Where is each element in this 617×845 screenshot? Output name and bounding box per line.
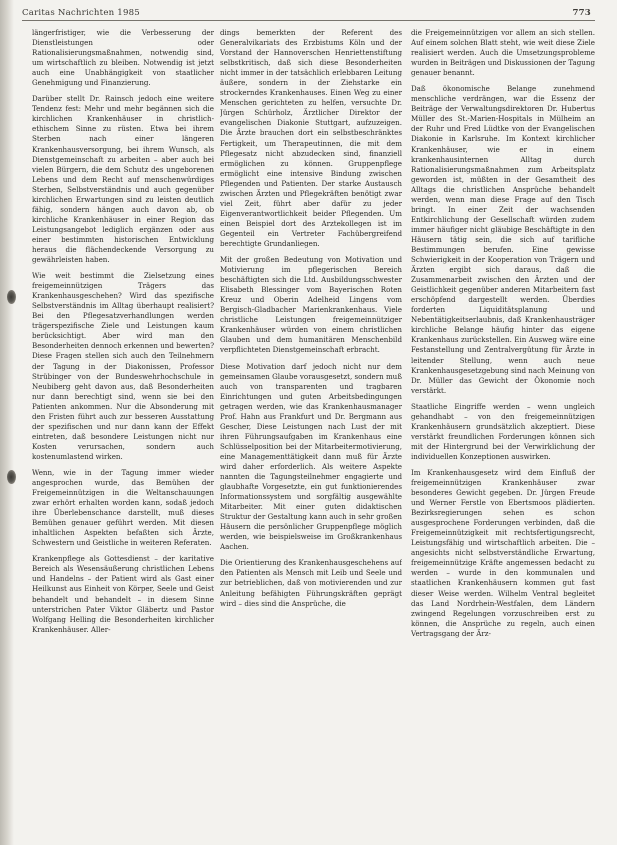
paragraph: Die Orientierung des Krankenhausgeschehens auf den Patienten als Mensch mit Leib und Seele und zur betrieblichen, daß von motivierenden und zur Anleitung befähigten Führungskräften geprägt wird – dies sind die Ansprüche, die <box>220 558 402 608</box>
paragraph: die Freigemeinnützigen vor allem an sich stellen. Auf einem solchen Blatt steht, wie weit diese Ziele realisiert werden. Auch die Umsetzungsprobleme wurden in Beiträgen und Diskussionen der Tagung genauer benannt. <box>411 28 595 78</box>
paragraph: Diese Motivation darf jedoch nicht nur dem gemeinsamen Glaube vorausgesetzt, sondern muß auch von transparenten und tragbaren Einrichtungen und guten Arbeitsbedingungen getragen werden, wie das Krankenhausmanager Prof. Hahn aus Frankfurt und Dr. Bergmann aus Gescher, Diese Leistungen nach Lust der mit ihren Führungsaufgaben im Krankenhaus eine Schlüsselposition bei der Mitarbeitermotivierung, eine Managementtätigkeit dann muß für Ärzte wird daher erforderlich. Als weitere Aspekte nannten die Tagungsteilnehmer engagierte und glaubhafte Vorgesetzte, ein gut funktionierendes Informationssystem und sorgfältig ausgewählte Mitarbeiter. Mit einer guten didaktischen Struktur der Gestaltung kann auch in sehr großen Häusern die persönlicher Gruppenpflege möglich werden, wie beispielsweise im Großkrankenhaus Aachen. <box>220 361 402 552</box>
paragraph: Wie weit bestimmt die Zielsetzung eines freigemeinnützigen Trägers das Krankenhausgeschehen? Wird das spezifische Selbstverständnis im Alltag überhaupt realisiert? Bei den Pflegesatzverhandlungen werden trägerspezifische Ziele und Leistungen kaum berücksichtigt. Aber wird man den Besonderheiten dennoch erkennen und bewerten? Diese Fragen stellen sich auch den Teilnehmern der Tagung in der Diakonissen, Professor Strübinger von der Bundeswehrhochschule in Neubiberg geht davon aus, daß Besonderheiten nur dann berechtigt sind, wenn sie bei den Patienten ankommen. Nur die Absonderung mit den Fristen führt auch zur besseren Ausstattung der spezifischen und nur dann kann der Effekt eintreten, daß besondere Leistungen nicht nur Kosten verursachen, sondern auch kostenumlastend wirken. <box>32 271 214 461</box>
text-column-2 <box>220 28 402 833</box>
punch-hole <box>7 290 16 304</box>
punch-hole <box>7 470 16 484</box>
header-rule <box>22 20 595 21</box>
paragraph: Daß ökonomische Belange zunehmend menschliche verdrängen, war die Essenz der Beiträge der Verwaltungsdirektoren Dr. Hubertus Müller des St.-Marien-Hospitals in Mülheim an der Ruhr und Fred Lüdtke von der Evangelischen Diakonie in Karlsruhe. Im Kontext kirchlicher Krankenhäuser, wie er in einem krankenhausinternen Alltag durch Rationalisierungsmaßnahmen zum Arbeitsplatz geworden ist, müßten in der Gesamtheit des Alltags die christlichen Ansprüche behandelt werden, wenn man diese Frage auf den Tisch bringt. In einer Zeit der wachsenden Entkirchlichung der Gesellschaft würden zudem immer häufiger nicht gläubige Beschäftigte in den Häusern tätig sein, die sich auf tarifliche Bestimmungen berufen. Eine gewisse Schwierigkeit in der Kooperation von Trägern und Ärzten ergibt sich daraus, daß die Zusammenarbeit zwischen den Ärzten und der Geistlichkeit gegenüber anderen Mitarbeitern fast erschöpfend dargestellt werden. Überdies forderten Liquiditätsplanung und Nebentätigkeitserlaubnis, daß Krankenhausträger kirchliche Belange häufig hinter das eigene Krankenhaus zurückstellen. Ein Ausweg wäre eine Festanstellung und Zentralvergütung für Ärzte in leitender Stellung, wenn auch neue Krankenhausgesetzgebung sind nach Meinung von Dr. Müller das Gewicht der Ökonomie noch verstärkt. <box>411 84 595 395</box>
paragraph: Darüber stellt Dr. Rainsch jedoch eine weitere Tendenz fest: Mehr und mehr begännen sich die kirchlichen Krankenhäuser in christlich-ethischem Sinne zu rüsten. Etwa bei ihrem Sterben nach einer längeren Krankenhausversorgung, bei ihrem Wunsch, als Dienstgemeinschaft zu arbeiten – aber auch bei vielen Bürgern, die dem Schutz des ungeborenen Lebens und dem Recht auf menschenwürdiges Sterben, Selbstverständnis und auch gegenüber kirchlichen Erwartungen sind zu leisten deutlich fähig, sondern hängen auch davon ab, ob kirchliche Krankenhäuser in einer Region das Leistungsangebot lediglich ergänzen oder aus einer bestimmten historischen Entwicklung heraus die flächendeckende Versorgung zu gewährleisten haben. <box>32 94 214 265</box>
binding-shadow <box>0 0 14 845</box>
running-title: Caritas Nachrichten 1985 <box>22 8 140 18</box>
paragraph: längerfristiger, wie die Verbesserung der Dienstleistungen oder Rationalisierungsmaßnahmen, notwendig sind, um wirtschaftlich zu bleiben. Notwendig ist jetzt auch eine Unabhängigkeit von staatlicher Genehmigung und Finanzierung. <box>32 28 214 88</box>
text-column-3 <box>411 28 595 833</box>
text-column-1 <box>32 28 214 833</box>
text-columns <box>22 28 595 833</box>
paragraph: Im Krankenhausgesetz wird dem Einfluß der freigemeinnützigen Krankenhäuser zwar besonderes Gewicht gegeben. Dr. Jürgen Freude und Werner Ferstle von Ebertsmoos plädierten. Bezirksregierungen sehen es schon ausgesprochene Forderungen verbinden, daß die Freigemeinnützigkeit mit rechtsfertigungsrecht, Leistungsfähig und wirtschaftlich arbeiten. Die – angesichts nicht selbstverständliche Erwartung, freigemeinnützige Kräfte angemessen bedacht zu werden – wurde in den kommunalen und staatlichen Krankenhäusern kommen gut fast dieser Weise werden. Wilhelm Ventral begleitet das Land Nordrhein-Westfalen, dem Ländern zwingend Regelungen vorzuschreiben erst zu können, die Ansprüche zu regeln, auch einen Vertragsgang der Ärz- <box>411 467 595 638</box>
paragraph: Mit der großen Bedeutung von Motivation und Motivierung im pflegerischen Bereich beschäftigten sich die Ltd. Ausbildungsschwester Elisabeth Blessinger vom Bayerischen Roten Kreuz und Oberin Adelheid Lingens vom Bergisch-Gladbacher Marienkrankenhaus. Viele christliche Leistungen freigemeinnütziger Krankenhäuser würden von einem christlichen Glauben und dem humanitären Menschenbild verpflichteten Dienstgemeinschaft erbracht. <box>220 255 402 355</box>
paragraph: Krankenpflege als Gottesdienst – der karitative Bereich als Wesensäußerung christlichen Lebens und Handelns – der Patient wird als Gast einer Heilkunst aus Einheit von Körper, Seele und Geist behandelt und behandelt – in diesem Sinne unterstrichen Pater Viktor Gläbertz und Pastor Wolfgang Helling die Besonderheiten kirchlicher Krankenhäuser. Aller- <box>32 554 214 634</box>
paragraph: dings bemerkten der Referent des Generalvikariats des Erzbistums Köln und der Vorstand der Hannoverschen Henriettenstiftung selbstkritisch, daß sich diese Besonderheiten nicht immer in der tatsächlich erlebbaren Leitung äußere, sondern in der Ziehstarke ein strockerndes Krankenhauses. Einen Weg zu einer Menschen gerichteten zu helfen, versuchte Dr. Jürgen Schürholz, Ärztlicher Direktor der evangelischen Diakonie Stuttgart, aufzuzeigen. Die Ärzte brauchen dort ein selbstbeschränktes Fertigkeit, um Therapeutinnen, die mit dem Pflegesatz nicht abzudecken sind, finanziell ermöglichen zu können. Gruppenpflege ermöglicht eine intensive Bindung zwischen Pflegenden und Patienten. Der starke Austausch zwischen Ärzten und Pflegekräften benötigt zwar viel Zeit, führt aber dafür zu jeder Eigenverantwortlichkeit beider Pflegenden. Um einen Beispiel dort des Arztekollegen ist im Gegenteil ein Vertreter Fachübergreifend berechtigte Grundanliegen. <box>220 28 402 248</box>
paragraph: Wenn, wie in der Tagung immer wieder angesprochen wurde, das Bemühen der Freigemeinnützigen in die Weltanschauungen zwar erhört erhalten worden kann, sodaß jedoch ihre Überlebenschance darstellt, muß dieses Bemühen genauer geführt werden. Mit diesen inhaltlichen Aspekten befaßten sich Ärzte, Schwestern und Geistliche in weiteren Referaten. <box>32 467 214 548</box>
paragraph: Staatliche Eingriffe werden – wenn ungleich gehandhabt – von den freigemeinnützigen Krankenhäusern grundsätzlich akzeptiert. Diese verstärkt freundlichen Forderungen können sich mit der Hintergrund bei der Verwirklichung der individuellen Konzeptionen auswirken. <box>411 401 595 461</box>
page-number: 773 <box>572 8 591 18</box>
